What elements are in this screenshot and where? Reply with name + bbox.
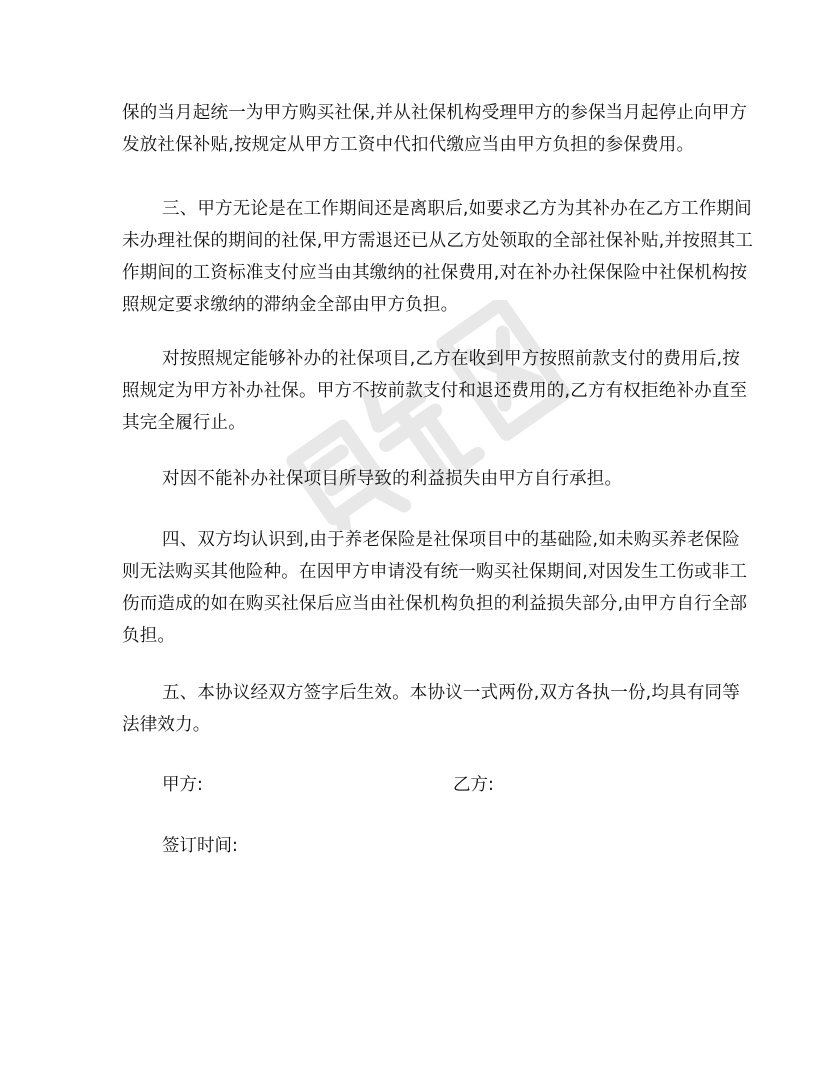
- paragraph-clause-four: [122, 524, 748, 652]
- paragraph-line: 对按照规定能够补办的社保项目,乙方在收到甲方按照前款支付的费用后,按: [162, 349, 740, 369]
- paragraph-supplement: [122, 343, 748, 439]
- paragraph-line: 三、甲方无论是在工作期间还是离职后,如要求乙方为其补办在乙方工作期间: [162, 199, 752, 219]
- paragraph-line: 负担。: [122, 626, 176, 646]
- paragraph-line: 照规定要求缴纳的滞纳金全部由甲方负担。: [122, 295, 459, 315]
- paragraph-line: 五、本协议经双方签字后生效。本协议一式两份,双方各执一份,均具有同等: [162, 683, 740, 703]
- paragraph-line: 四、双方均认识到,由于养老保险是社保项目中的基础险,如未购买养老保险: [162, 530, 740, 550]
- paragraph-line: 发放社保补贴,按规定从甲方工资中代扣代缴应当由甲方负担的参保费用。: [122, 135, 695, 155]
- paragraph-line: 照规定为甲方补办社保。甲方不按前款支付和退还费用的,乙方有权拒绝补办直至: [122, 381, 748, 401]
- paragraph-clause-three: [122, 193, 754, 321]
- paragraph-line: 则无法购买其他险种。在因甲方申请没有统一购买社保期间,对因发生工伤或非工: [122, 562, 748, 582]
- paragraph-line: 未办理社保的期间的社保,甲方需退还已从乙方处领取的全部社保补贴,并按照其工: [122, 231, 754, 251]
- paragraph-line: 伤而造成的如在购买社保后应当由社保机构负担的利益损失部分,由甲方自行全部: [122, 594, 748, 614]
- party-b-label: 乙方:: [453, 775, 494, 795]
- paragraph-loss: [122, 463, 712, 495]
- paragraph-continuation: [122, 97, 748, 161]
- paragraph-line: 其完全履行止。: [122, 413, 246, 433]
- paragraph-clause-five: [122, 677, 740, 741]
- paragraph-line: 作期间的工资标准支付应当由其缴纳的社保费用,对在补办社保保险中社保机构按: [122, 263, 748, 283]
- sign-date-label: 签订时间:: [162, 836, 238, 856]
- paragraph-line: 对因不能补办社保项目所导致的利益损失由甲方自行承担。: [162, 469, 623, 489]
- paragraph-line: 保的当月起统一为甲方购买社保,并从社保机构受理甲方的参保当月起停止向甲方: [122, 103, 748, 123]
- party-a-label: 甲方:: [162, 775, 203, 795]
- paragraph-line: 法律效力。: [122, 715, 211, 735]
